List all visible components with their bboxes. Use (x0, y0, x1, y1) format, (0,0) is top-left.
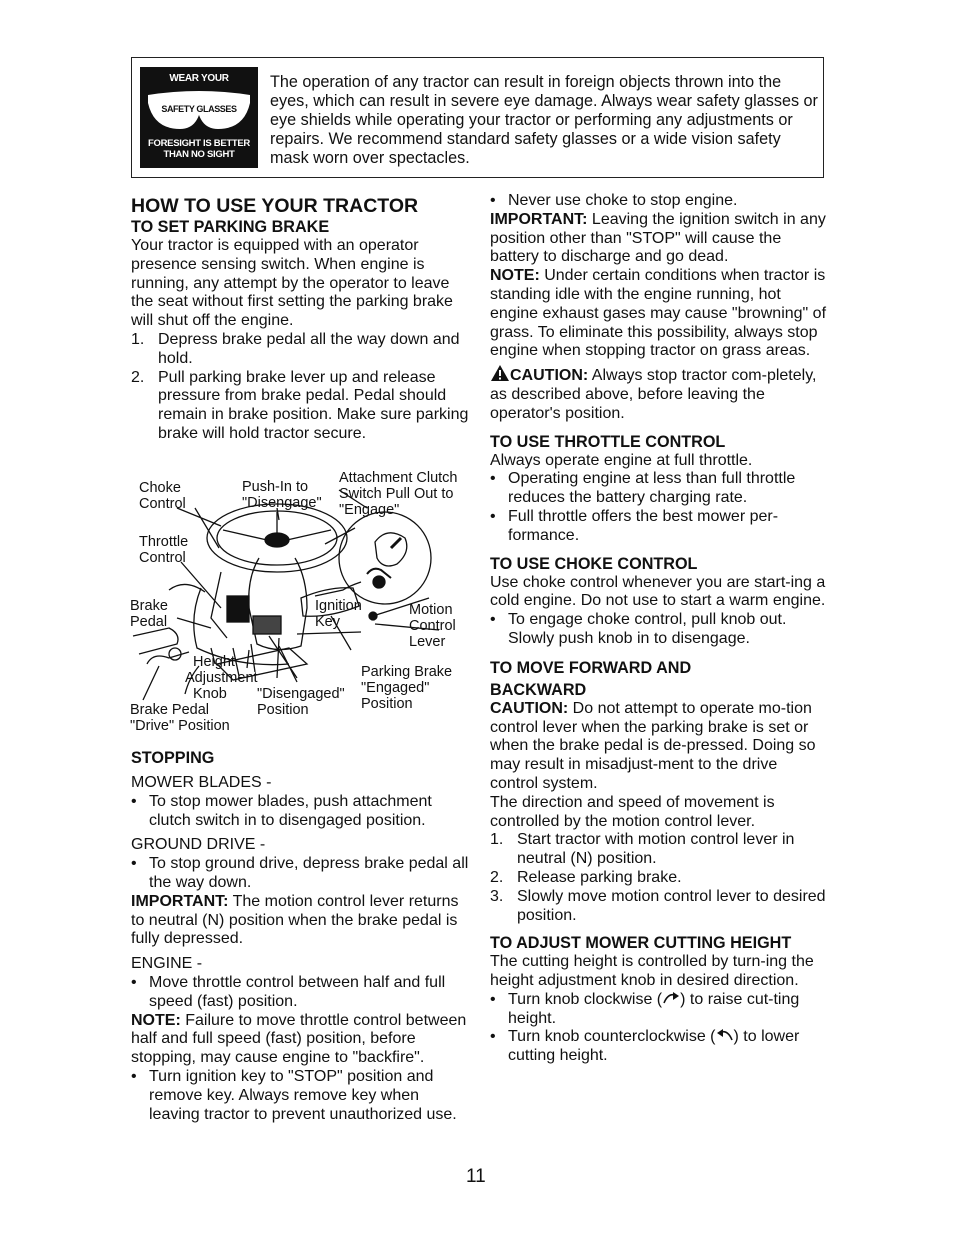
label-attachment-clutch: Attachment Clutch Switch Pull Out to "Engage" (339, 470, 458, 518)
ground-drive-item: • To stop ground drive, depress brake pedal all the way down. (131, 855, 469, 891)
warning-text: The operation of any tractor can result in foreign objects thrown into the eyes, which can result in severe eye damage. Always wear safety glasses or eye shields while operating your tractor or performing any adjustments or repairs. We recommend standard safety glasses or a wide vision safety mask worn over spectacles. (270, 73, 818, 167)
label-disengaged-position: "Disengaged" Position (257, 686, 345, 718)
right-column (490, 192, 828, 1066)
page-number: 11 (466, 1166, 486, 1187)
parking-intro: Your tractor is equipped with an operator presence sensing switch. When engine is running, any attempt by the operator to leave the seat without first setting the parking brake will shut off the engine. (131, 237, 453, 330)
right-note: NOTE: Under certain conditions when tractor is standing idle with the engine running, hot engine exhaust gases may cause "browning" of grass. To eliminate this possibility, always stop engine when stopping tractor on grass areas. (490, 267, 827, 360)
height-item-counterclockwise: • Turn knob counterclockwise ( ) to lower cutting height. (490, 1028, 800, 1065)
clockwise-arrow-icon (662, 991, 680, 1005)
safety-glasses-badge (140, 67, 258, 168)
badge-motto (140, 138, 258, 160)
badge-line-1: WEAR YOUR (169, 73, 229, 84)
choke-heading: TO USE CHOKE CONTROL (490, 554, 698, 573)
ignition-key-item: • Turn ignition key to "STOP" position and remove key. Always remove key when leaving tractor to prevent unauthorized use. (131, 1067, 457, 1123)
engine-heading: ENGINE - (131, 955, 203, 973)
left-column-top (131, 195, 469, 444)
right-important: IMPORTANT: Leaving the ignition switch in any position other than "STOP" will cause the battery to discharge and go dead. (490, 210, 826, 266)
move-heading-2: BACKWARD (490, 680, 587, 699)
label-motion-control-lever: Motion Control Lever (409, 602, 456, 650)
mower-blades-heading: MOWER BLADES - (131, 774, 272, 791)
label-ignition-key: Ignition Key (315, 598, 362, 630)
choke-intro: Use choke control whenever you are start-ing a cold engine. Do not use to start a warm engine. (490, 573, 826, 610)
throttle-item-1: • Operating engine at less than full throttle reduces the battery charging rate. (490, 470, 796, 507)
move-step-1: 1. Start tractor with motion control lever in neutral (N) position. (490, 831, 795, 868)
label-parking-brake-engaged: Parking Brake "Engaged" Position (361, 664, 453, 712)
label-height-adjustment-knob: Height Adjustment Knob (185, 654, 258, 702)
move-step-2: 2. Release parking brake. (490, 868, 682, 886)
label-push-in: Push-In to "Disengage" (242, 479, 322, 511)
stopping-heading: STOPPING (131, 749, 215, 767)
stopping-important: IMPORTANT: The motion control lever returns to neutral (N) position when the brake pedal is fully depressed. (131, 892, 459, 948)
height-heading: TO ADJUST MOWER CUTTING HEIGHT (490, 934, 792, 953)
badge-line-2: SAFETY GLASSES (161, 104, 237, 114)
throttle-item-2: • Full throttle offers the best mower per-formance. (490, 507, 779, 544)
engine-item: • Move throttle control between half and full speed (fast) position. (131, 973, 446, 1010)
caution-triangle-icon (490, 364, 510, 382)
ground-drive-heading: GROUND DRIVE - (131, 836, 266, 854)
tractor-controls-diagram (129, 468, 471, 740)
move-heading-1: TO MOVE FORWARD AND (490, 658, 692, 677)
badge-line-4: THAN NO SIGHT (163, 149, 235, 160)
left-column-bottom (131, 748, 469, 1124)
height-intro: The cutting height is controlled by turn-ing the height adjustment knob in desired direction. (490, 953, 814, 990)
move-intro: The direction and speed of movement is controlled by the motion control lever. (490, 793, 775, 830)
choke-item: • To engage choke control, pull knob out. Slowly push knob in to disengage. (490, 611, 787, 647)
move-step-3: 3. Slowly move motion control lever to desired position. (490, 887, 826, 924)
parking-step-1: 1. Depress brake pedal all the way down and hold. (131, 330, 460, 367)
stopping-note: NOTE: Failure to move throttle control between half and full speed (fast) position, before stopping, may cause engine to "backfire". (131, 1011, 467, 1067)
height-item-clockwise: • Turn knob clockwise ( ) to raise cut-ting height. (490, 990, 800, 1027)
label-brake-pedal-drive: Brake Pedal "Drive" Position (130, 702, 230, 734)
parking-step-2: 2. Pull parking brake lever up and release pressure from brake pedal. Pedal should remain in brake position. Make sure parking brake will hold tractor secure. (131, 368, 469, 442)
label-throttle-control: Throttle Control (139, 534, 189, 566)
label-choke-control: Choke Control (139, 480, 186, 512)
section-title: HOW TO USE YOUR TRACTOR (131, 195, 419, 217)
move-caution: CAUTION: Do not attempt to operate mo-tion control lever when the parking brake is set or when the brake pedal is de-pressed. Doing so may result in misadjust-ment to the drive control system. (490, 699, 816, 792)
mower-blades-item: • To stop mower blades, push attachment clutch switch in to disengaged position. (131, 792, 432, 829)
parking-heading: TO SET PARKING BRAKE (131, 218, 330, 236)
badge-line-3: FORESIGHT IS BETTER (148, 138, 250, 149)
throttle-intro: Always operate engine at full throttle. (490, 451, 753, 469)
right-caution: CAUTION: Always stop tractor com-pletely, as described above, before leaving the operator's position. (490, 364, 828, 423)
safety-warning-box (131, 57, 824, 178)
throttle-heading: TO USE THROTTLE CONTROL (490, 432, 726, 451)
label-brake-pedal: Brake Pedal (130, 598, 168, 630)
never-choke-item: • Never use choke to stop engine. (490, 192, 738, 209)
counterclockwise-arrow-icon (716, 1028, 734, 1042)
